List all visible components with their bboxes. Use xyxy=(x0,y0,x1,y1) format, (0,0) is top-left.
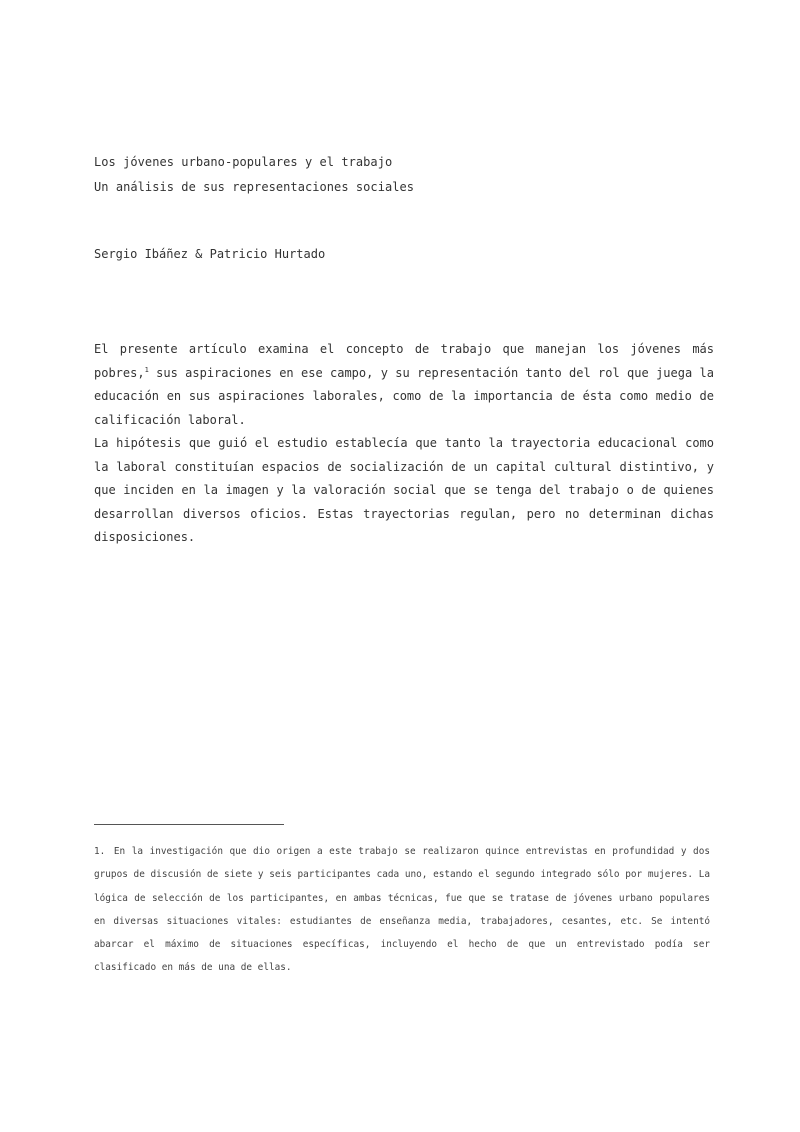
abstract-p1-start: El presente artículo examina el concepto de trabajo que manejan los jóvenes más pobres, xyxy=(94,342,714,380)
title-block xyxy=(94,150,414,200)
footnote-number: 1. xyxy=(94,846,106,857)
document-subtitle: Un análisis de sus representaciones sociales xyxy=(94,180,415,194)
abstract-paragraph-1 xyxy=(94,338,714,432)
abstract xyxy=(94,338,714,550)
abstract-paragraph-2: La hipótesis que guió el estudio establecía que tanto la trayectoria educacional como la laboral constituían espacios de socialización de un capital cultural distintivo, y que inciden en la imagen y la valoración social que se tenga del trabajo o de quienes desarrollan diversos oficios. Estas trayectorias regulan, pero no determinan dichas disposiciones. xyxy=(94,436,714,544)
footnote-divider xyxy=(94,824,284,825)
footnote xyxy=(94,840,710,980)
document-authors: Sergio Ibáñez & Patricio Hurtado xyxy=(94,247,326,261)
abstract-p1-end: sus aspiraciones en ese campo, y su representación tanto del rol que juega la educación en sus aspiraciones laborales, como de la importancia de ésta como medio de calificación laboral. xyxy=(94,365,714,427)
footnote-text: En la investigación que dio origen a este trabajo se realizaron quince entrevistas en profundidad y dos grupos de discusión de siete y seis participantes cada uno, estando el segundo integrado sólo por mujeres. La lógica de selección de los participantes, en ambas técnicas, fue que se tratase de jóvenes urbano populares en diversas situaciones vitales: estudiantes de enseñanza media, trabajadores, cesantes, etc. Se intentó abarcar el máximo de situaciones específicas, incluyendo el hecho de que un entrevistado podía ser clasificado en más de una de ellas. xyxy=(94,846,710,974)
document-title: Los jóvenes urbano-populares y el trabajo xyxy=(94,155,393,169)
footnote-reference[interactable]: 1 xyxy=(144,365,149,374)
